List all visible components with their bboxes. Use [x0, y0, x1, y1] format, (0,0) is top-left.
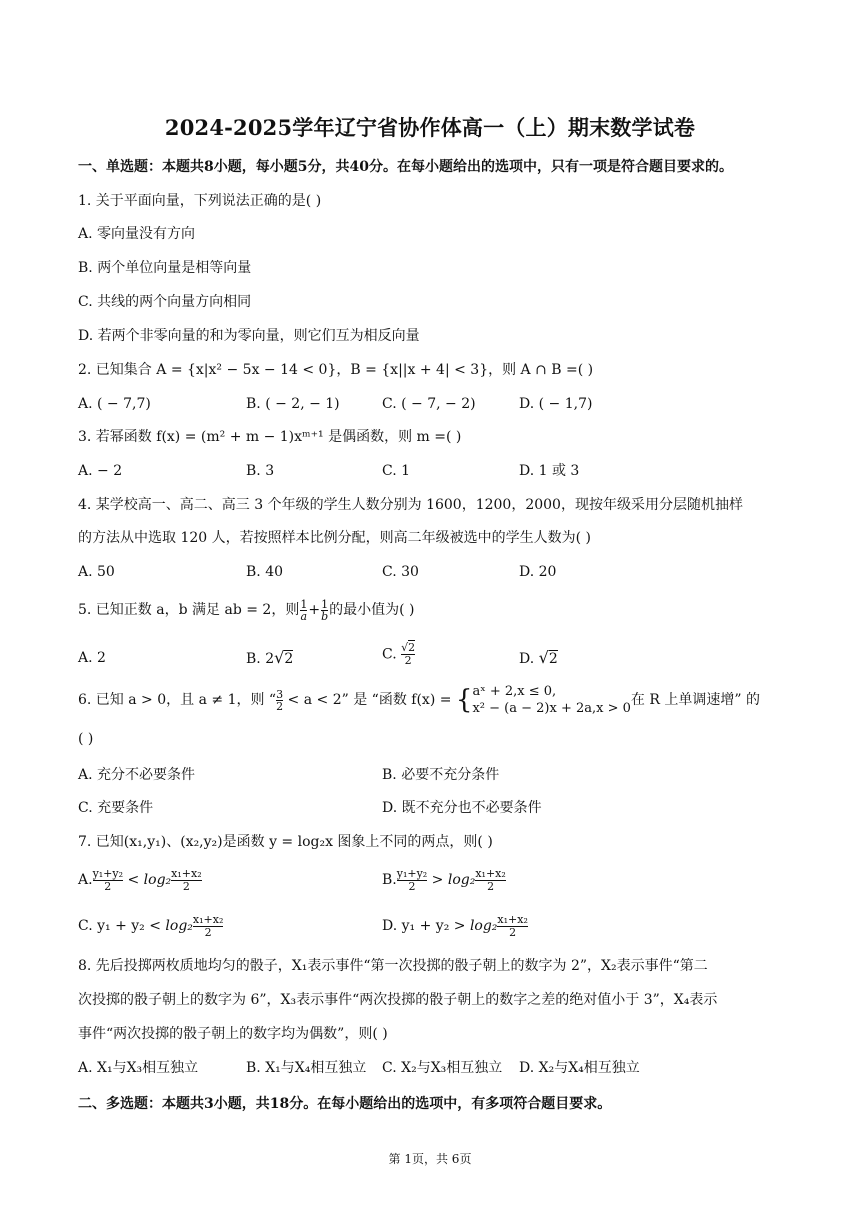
question-1-option-d: D. 若两个非零向量的和为零向量，则它们互为相反向量	[78, 328, 420, 344]
fraction-1-over-b: $\frac{1}{b}$	[321, 597, 329, 623]
question-1-stem: 1. 关于平面向量，下列说法正确的是( )	[78, 193, 322, 209]
question-3-option-a: A. − 2	[78, 463, 123, 479]
question-8-option-d: D. X₂与X₄相互独立	[519, 1060, 640, 1076]
question-6-option-b: B. 必要不充分条件	[382, 767, 500, 783]
question-6-stem-mid: < a < 2” 是 “函数 f(x) =	[283, 692, 452, 708]
question-5-option-a: A. 2	[78, 650, 106, 666]
question-5-option-d	[519, 648, 558, 669]
question-2-option-d: D. ( − 1,7)	[519, 396, 593, 412]
question-4-option-c: C. 30	[382, 564, 419, 580]
question-3-stem: 3. 若幂函数 f(x) = (m² + m − 1)xᵐ⁺¹ 是偶函数，则 m =( )	[78, 429, 462, 445]
fraction-sum-x-over-2: $\frac{\text{x₁+x₂}}{2}$	[192, 912, 224, 939]
question-7-option-c: C. y₁ + y₂ < log₂ $\frac{\text{x₁+x₂}}{2}$	[78, 912, 224, 939]
question-3-option-b: B. 3	[246, 463, 275, 479]
question-1-option-c: C. 共线的两个向量方向相同	[78, 294, 252, 310]
question-8-stem-line-2: 次投掷的骰子朝上的数字为 6”，X₃表示事件“两次投掷的骰子朝上的数字之差的绝对值小于 3”，X₄表示	[78, 992, 718, 1008]
question-8-stem-line-3: 事件“两次投掷的骰子朝上的数字均为偶数”，则( )	[78, 1026, 388, 1042]
piece-1: aˣ + 2,x ≤ 0,	[472, 684, 557, 699]
question-7-option-d: D. y₁ + y₂ > log₂ $\frac{\text{x₁+x₂}}{2}$	[382, 912, 528, 939]
piecewise-function	[472, 683, 630, 717]
question-2-option-a: A. ( − 7,7)	[78, 396, 151, 412]
fraction-sum-x-over-2: $\frac{\text{x₁+x₂}}{2}$	[497, 912, 528, 939]
question-6-stem	[78, 682, 760, 722]
question-3-option-c: C. 1	[382, 463, 411, 479]
question-6-stem-tail: 在 R 上单调速增” 的	[630, 692, 760, 708]
question-5-stem-tail: 的最小值为( )	[329, 602, 415, 618]
piece-2: x² − (a − 2)x + 2a,x > 0	[472, 701, 631, 716]
radicand: 2	[548, 651, 558, 667]
section-2-heading: 二、多选题：本题共3小题，共18分。在每小题给出的选项中，有多项符合题目要求。	[78, 1096, 612, 1112]
question-8-option-b: B. X₁与X₄相互独立	[246, 1060, 367, 1076]
fraction-3-over-2: $\frac{3}{2}$	[276, 687, 284, 713]
fraction-sqrt2-over-2: $\frac{√2}{2}$	[401, 641, 416, 667]
question-8-stem-line-1: 8. 先后投掷两枚质地均匀的骰子，X₁表示事件“第一次投掷的骰子朝上的数字为 2”，X₂表示事件“第二	[78, 958, 708, 974]
question-1-option-b: B. 两个单位向量是相等向量	[78, 260, 252, 276]
question-5-option-b-label: B. 2	[246, 651, 275, 667]
radicand: 2	[284, 651, 294, 667]
question-4-option-b: B. 40	[246, 564, 284, 580]
fraction-sum-y-over-2: $\frac{\text{y₁+y₂}}{2}$	[396, 866, 428, 893]
question-5-option-d-label: D.	[519, 651, 535, 667]
fraction-1-over-a: $\frac{1}{a}$	[300, 597, 308, 623]
fraction-sum-x-over-2: $\frac{\text{x₁+x₂}}{2}$	[171, 866, 202, 893]
question-7-option-b-label: B.	[382, 872, 397, 888]
question-8-option-c: C. X₂与X₃相互独立	[382, 1060, 503, 1076]
question-4-stem-line-1: 4. 某学校高一、高二、高三 3 个年级的学生人数分别为 1600，1200，2000，现按年级采用分层随机抽样	[78, 497, 743, 513]
page-title: 2024-2025学年辽宁省协作体高一（上）期末数学试卷	[164, 115, 696, 140]
question-4-option-d: D. 20	[519, 564, 557, 580]
question-7-option-a: A. $\frac{\text{y₁+y₂}}{2}$ < log₂ $\frac{\text{x₁+x₂}}{2}$	[78, 866, 202, 893]
question-7-stem: 7. 已知(x₁,y₁)、(x₂,y₂)是函数 y = log₂x 图象上不同的两点，则( )	[78, 834, 493, 850]
sqrt-icon: √	[538, 648, 549, 667]
question-6-answer-paren: ( )	[78, 731, 94, 747]
question-6-option-a: A. 充分不必要条件	[78, 767, 196, 783]
left-brace-icon: {	[455, 685, 473, 715]
fraction-sum-y-over-2: $\frac{\text{y₁+y₂}}{2}$	[92, 866, 124, 893]
question-5-option-c	[382, 642, 415, 667]
question-2-option-b: B. ( − 2, − 1)	[246, 396, 340, 412]
question-5-option-b	[246, 648, 293, 669]
section-1-heading: 一、单选题：本题共8小题，每小题5分，共40分。在每小题给出的选项中，只有一项是符合题目要求的。	[78, 159, 733, 175]
question-2-stem: 2. 已知集合 A = {x|x² − 5x − 14 < 0}，B = {x||x + 4| < 3}，则 A ∩ B =( )	[78, 362, 594, 378]
question-7-option-d-label: D. y₁ + y₂ >	[382, 918, 466, 934]
question-1-option-a: A. 零向量没有方向	[78, 226, 196, 242]
question-4-option-a: A. 50	[78, 564, 115, 580]
sqrt-icon: √	[274, 648, 285, 667]
fraction-sum-x-over-2: $\frac{\text{x₁+x₂}}{2}$	[475, 866, 506, 893]
question-5-stem-text: 5. 已知正数 a，b 满足 ab = 2，则	[78, 602, 300, 618]
question-4-stem-line-2: 的方法从中选取 120 人，若按照样本比例分配，则高二年级被选中的学生人数为( )	[78, 530, 591, 546]
question-3-option-d: D. 1 或 3	[519, 463, 580, 479]
question-8-option-a: A. X₁与X₃相互独立	[78, 1060, 199, 1076]
question-7-option-b: B. $\frac{\text{y₁+y₂}}{2}$ > log₂ $\frac{\text{x₁+x₂}}{2}$	[382, 866, 506, 893]
question-7-option-a-label: A.	[78, 872, 93, 888]
question-5-option-c-label: C.	[382, 646, 397, 663]
question-6-stem-text: 6. 已知 a > 0，且 a ≠ 1，则 “	[78, 692, 277, 708]
page-footer: 第 1页，共 6页	[388, 1152, 472, 1166]
question-6-option-d: D. 既不充分也不必要条件	[382, 800, 542, 816]
question-5-stem: 5. 已知正数 a，b 满足 ab = 2，则 $\frac{1}{a}$ + $\frac{1}{b}$ 的最小值为( )	[78, 597, 415, 623]
question-6-option-c: C. 充要条件	[78, 800, 154, 816]
question-2-option-c: C. ( − 7, − 2)	[382, 396, 476, 412]
question-7-option-c-label: C. y₁ + y₂ <	[78, 918, 161, 934]
